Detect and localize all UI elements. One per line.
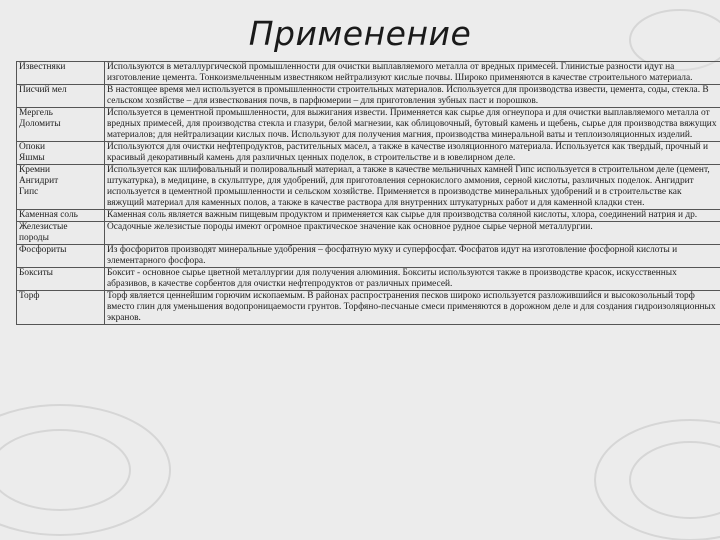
usage-description: Используются в металлургической промышленности для очистки выплавляемого металла от вредных примесей. Глинистые разности идут на изготовление цемента. Тонкоизмельченным известняком нейтрализуют кислые почвы. Широко применяются в качестве строительного материала. xyxy=(105,62,720,85)
table-row xyxy=(17,85,720,108)
usage-description: В настоящее время мел используется в промышленности строительных материалов. Используется для производства извести, цемента, соды, стекла. В сельском хозяйстве – для известкования почв, в парфюмерии – для приготовления зубных паст и порошков. xyxy=(105,85,720,108)
rock-name-cell: Бокситы xyxy=(17,268,105,291)
table-row xyxy=(17,210,720,222)
table-row xyxy=(17,245,720,268)
rock-name-cell: Железистые породы xyxy=(17,222,105,245)
rock-name-cell: Опоки Яшмы xyxy=(17,142,105,165)
rock-name-cell: Известняки xyxy=(17,62,105,85)
usage-description: Боксит - основное сырье цветной металлургии для получения алюминия. Бокситы используются также в производстве красок, искусственных абразивов, в качестве сорбентов для очистки нефтепродуктов от различных примесей. xyxy=(105,268,720,291)
table-row xyxy=(17,62,720,85)
table-row xyxy=(17,142,720,165)
usage-description: Используется в цементной промышленности, для выжигания извести. Применяется как сырье для огнеупора и для очистки выплавляемого металла от вредных примесей, для производства стекла и глазури, белой магнезии, как облицовочный, бутовый камень и щебень, сырье для производства вяжущих материалов; для нейтрализации кислых почв. Используют для получения магния, производства минеральной ваты и теплоизоляционных изделий. xyxy=(105,108,720,142)
table-row xyxy=(17,222,720,245)
usage-description: Используется как шлифовальный и полировальный материал, а также в качестве мельничных камней Гипс используется в строительном деле (цемент, штукатурка), в медицине, в скульптуре, для удобрений, для приготовления сернокислого аммония, серной кислоты, различных поделок. Ангидрит используется в цементной промышленности и сельском хозяйстве. Применяется в производстве минеральных удобрений и в строительстве как вяжущий материал для каменных полов, а также в качестве раствора для внутренних штукатурных работ и для каменной кладки стен. xyxy=(105,165,720,210)
table-row xyxy=(17,291,720,325)
table-row xyxy=(17,165,720,210)
page-title: Применение xyxy=(248,14,472,53)
rock-name-cell: Кремни Ангидрит Гипс xyxy=(17,165,105,210)
usage-description: Используются для очистки нефтепродуктов, растительных масел, а также в качестве изоляционного материала. Используется как твердый, прочный и красивый декоративный камень для различных ценных поделок, в строительстве и в ювелирном деле. xyxy=(105,142,720,165)
table-row xyxy=(17,268,720,291)
rock-name-cell: Мергель Доломиты xyxy=(17,108,105,142)
rock-name-cell: Писчий мел xyxy=(17,85,105,108)
rock-name-cell: Фосфориты xyxy=(17,245,105,268)
rock-name-cell: Каменная соль xyxy=(17,210,105,222)
applications-table xyxy=(16,61,720,325)
usage-description: Осадочные железистые породы имеют огромное практическое значение как основное рудное сырье черной металлургии. xyxy=(105,222,720,245)
usage-description: Из фосфоритов производят минеральные удобрения – фосфатную муку и суперфосфат. Фосфатов идут на изготовление фосфорной кислоты и элементарного фосфора. xyxy=(105,245,720,268)
usage-description: Торф является ценнейшим горючим ископаемым. В районах распространения песков широко используется разложившийся и высокозольный торф вместо глин для уменьшения водопроницаемости грунтов. Торфяно-песчаные смеси применяются в дорожном деле и для создания гидроизоляционных экранов. xyxy=(105,291,720,325)
table-row xyxy=(17,108,720,142)
rock-name-cell: Торф xyxy=(17,291,105,325)
usage-description: Каменная соль является важным пищевым продуктом и применяется как сырье для производства соляной кислоты, хлора, соединений натрия и др. xyxy=(105,210,720,222)
